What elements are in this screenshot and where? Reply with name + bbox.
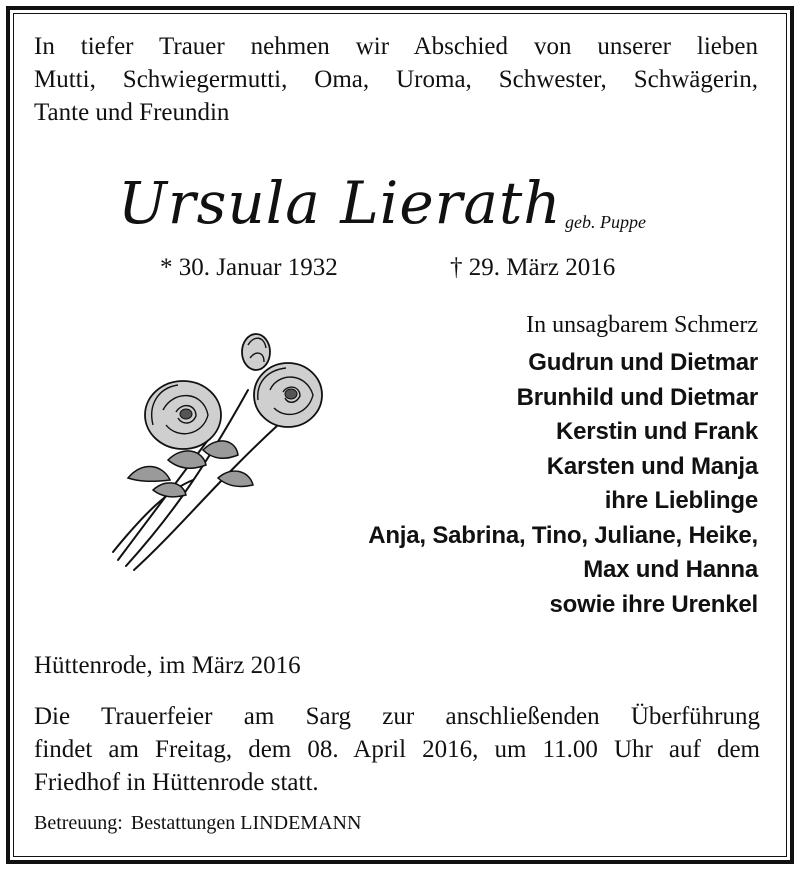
place-date: Hüttenrode, im März 2016 (34, 652, 301, 679)
birth-date: * 30. Januar 1932 (160, 254, 338, 281)
death-date: † 29. März 2016 (450, 254, 616, 281)
intro-text (34, 30, 758, 129)
ceremony-line: findet am Freitag, dem 08. April 2016, um 11.00 Uhr auf dem (34, 736, 760, 763)
mourner-line: Anja, Sabrina, Tino, Juliane, Heike, (368, 521, 758, 549)
care-company: Bestattungen LINDEMANN (130, 812, 362, 834)
deceased-name: Ursula Lierath (118, 169, 562, 237)
maiden-name: geb. Puppe (565, 212, 646, 232)
funeral-care (34, 812, 361, 835)
roses-illustration-icon (108, 330, 338, 585)
intro-line: Mutti, Schwiegermutti, Oma, Uroma, Schwester, Schwägerin, (34, 66, 758, 93)
ceremony-text (34, 700, 760, 799)
mourner-line: sowie ihre Urenkel (549, 590, 758, 618)
mourner-line: Gudrun und Dietmar (528, 349, 758, 376)
intro-line: Tante und Freundin (34, 99, 230, 126)
ceremony-line: Friedhof in Hüttenrode statt. (34, 769, 319, 796)
mourner-line: Kerstin und Frank (556, 418, 758, 445)
mourners-block (368, 308, 758, 622)
mourner-line: Brunhild und Dietmar (516, 383, 758, 411)
ceremony-line: Die Trauerfeier am Sarg zur anschließenden Überführung (34, 703, 760, 730)
intro-line: In tiefer Trauer nehmen wir Abschied von unserer lieben (34, 33, 758, 60)
mourner-line: ihre Lieblinge (604, 487, 758, 514)
mourner-line: Max und Hanna (583, 556, 758, 583)
mourners-lead: In unsagbarem Schmerz (526, 312, 758, 338)
care-label: Betreuung: (34, 812, 123, 834)
mourner-line: Karsten und Manja (546, 452, 758, 480)
